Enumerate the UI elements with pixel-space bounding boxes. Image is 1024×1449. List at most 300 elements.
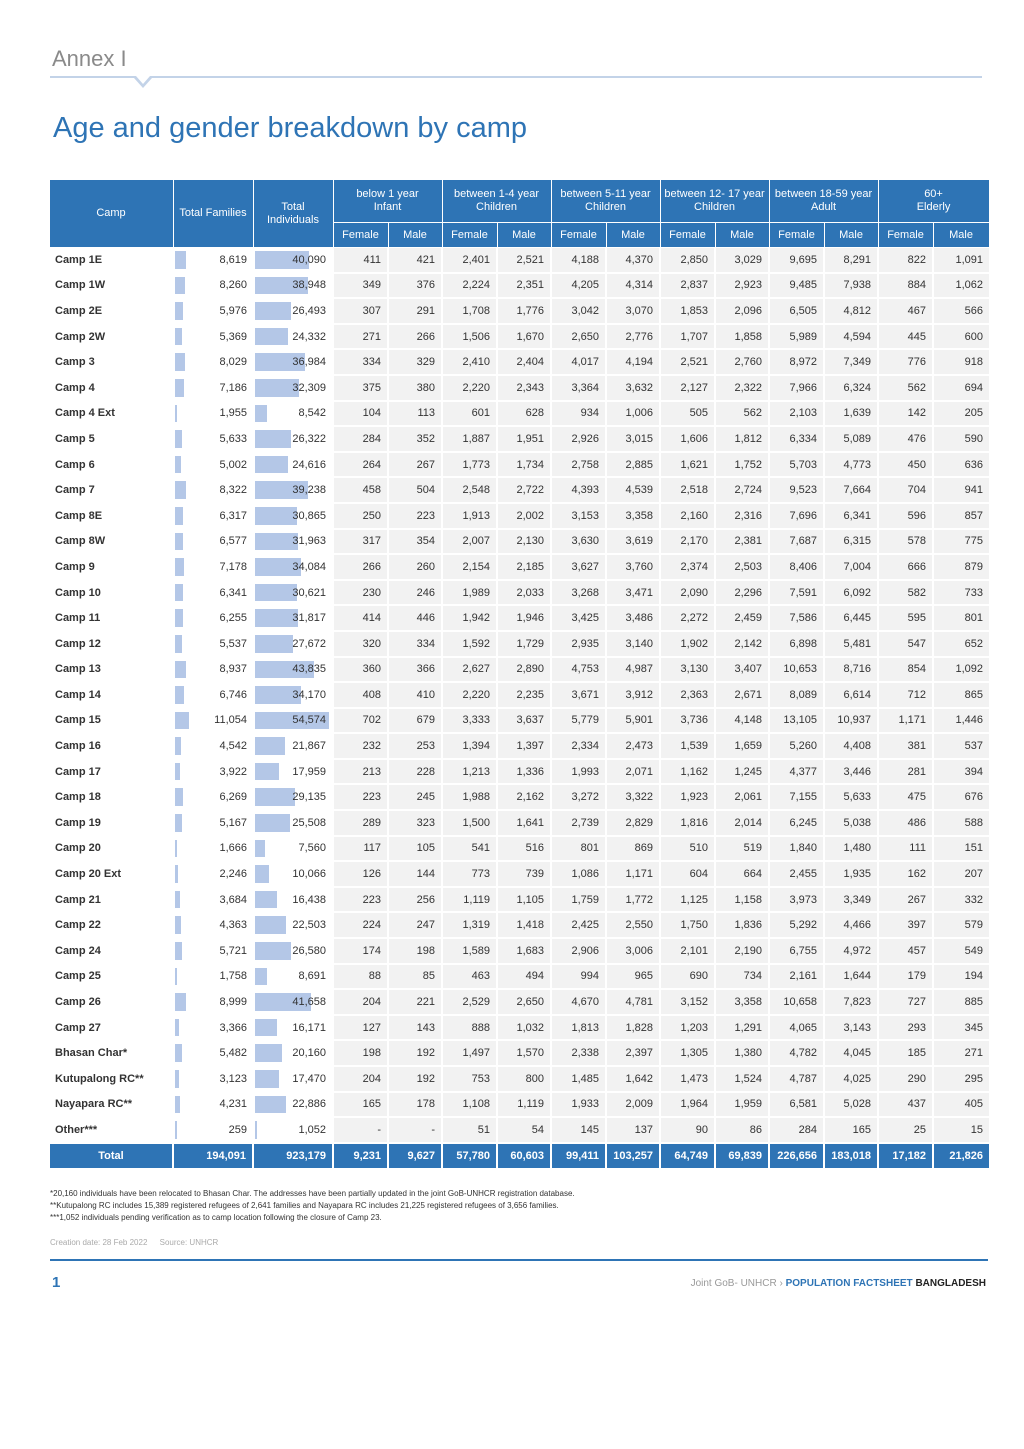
header-female: Female — [660, 223, 715, 248]
header-group-label: Children — [694, 201, 735, 213]
table-row — [49, 1040, 989, 1066]
male-count: 366 — [388, 657, 442, 683]
male-count: 2,351 — [497, 273, 551, 299]
total-individuals-bar — [255, 635, 293, 653]
total-individuals-bar — [255, 891, 277, 909]
total-individuals-value: 54,574 — [292, 714, 326, 727]
male-count: 2,404 — [497, 349, 551, 375]
table-row — [49, 887, 989, 913]
total-families-value: 1,955 — [219, 407, 247, 420]
total-families-value: 259 — [228, 1123, 247, 1136]
female-count: 349 — [333, 273, 388, 299]
total-families-value: 3,366 — [219, 1021, 247, 1034]
camp-name: Camp 4 — [49, 375, 173, 401]
total-families-bar — [175, 481, 186, 499]
total-individuals-bar — [255, 1044, 282, 1062]
camp-name: Nayapara RC** — [49, 1092, 173, 1118]
footnotes — [50, 1188, 575, 1224]
female-count: 753 — [442, 1066, 497, 1092]
footer-country: BANGLADESH — [915, 1278, 986, 1289]
male-count: 228 — [388, 759, 442, 785]
total-individuals-value: 39,238 — [292, 484, 326, 497]
male-count: 1,105 — [497, 887, 551, 913]
total-individuals-value: 30,621 — [292, 586, 326, 599]
total-individuals-cell — [253, 401, 333, 427]
male-count: 205 — [933, 401, 989, 427]
total-individuals-bar — [255, 814, 290, 832]
total-individuals-cell — [253, 580, 333, 606]
total-individuals-cell — [253, 964, 333, 990]
male-count: 7,349 — [824, 349, 878, 375]
total-families-cell — [173, 964, 253, 990]
total-families-bar — [175, 635, 182, 653]
total-individuals-cell — [253, 477, 333, 503]
female-count: 2,160 — [660, 503, 715, 529]
total-families-bar — [175, 302, 183, 320]
total-families-bar — [175, 891, 180, 909]
total-families-value: 7,178 — [219, 560, 247, 573]
total-families-cell — [173, 657, 253, 683]
header-group — [769, 180, 878, 223]
male-count: 2,185 — [497, 554, 551, 580]
male-count: 2,829 — [606, 810, 660, 836]
total-families-bar — [175, 1096, 180, 1114]
female-count: 2,906 — [551, 938, 606, 964]
male-count: 3,006 — [606, 938, 660, 964]
camp-name: Camp 27 — [49, 1015, 173, 1041]
female-count: 1,606 — [660, 426, 715, 452]
male-count: 2,760 — [715, 349, 769, 375]
female-count: 266 — [333, 554, 388, 580]
female-count: 10,658 — [769, 989, 824, 1015]
camp-name: Camp 26 — [49, 989, 173, 1015]
male-count: 151 — [933, 836, 989, 862]
female-count: 2,425 — [551, 912, 606, 938]
total-families-value: 6,746 — [219, 688, 247, 701]
female-count: 307 — [333, 298, 388, 324]
male-count: 965 — [606, 964, 660, 990]
female-count: 397 — [878, 912, 933, 938]
total-individuals-value: 38,948 — [292, 279, 326, 292]
male-count: 2,503 — [715, 554, 769, 580]
total-families-bar — [175, 430, 182, 448]
male-count: 562 — [715, 401, 769, 427]
male-count: 2,459 — [715, 605, 769, 631]
female-count: 290 — [878, 1066, 933, 1092]
male-count: 2,162 — [497, 784, 551, 810]
header-group — [660, 180, 769, 223]
footnote: ***1,052 individuals pending verification as to camp location following the closure of Camp 23. — [50, 1213, 382, 1222]
total-individuals-value: 34,084 — [292, 560, 326, 573]
female-count: 1,485 — [551, 1066, 606, 1092]
total-individuals-cell — [253, 324, 333, 350]
total-female: 17,182 — [878, 1143, 933, 1169]
total-families-cell — [173, 298, 253, 324]
footnote: *20,160 individuals have been relocated to Bhasan Char. The addresses have been partially updated in the joint GoB-UNHCR registration database. — [50, 1189, 575, 1198]
total-families-cell — [173, 248, 253, 273]
total-individuals-value: 1,052 — [298, 1123, 326, 1136]
male-count: 1,245 — [715, 759, 769, 785]
header-group-range: between 12- 17 year — [664, 188, 765, 200]
male-count: 3,015 — [606, 426, 660, 452]
total-families-bar — [175, 251, 186, 269]
female-count: 174 — [333, 938, 388, 964]
female-count: 2,272 — [660, 605, 715, 631]
source: Source: UNHCR — [159, 1238, 219, 1247]
female-count: 8,406 — [769, 554, 824, 580]
female-count: 126 — [333, 861, 388, 887]
female-count: 1,592 — [442, 631, 497, 657]
total-families-cell — [173, 324, 253, 350]
camp-name: Camp 1W — [49, 273, 173, 299]
header-male: Male — [933, 223, 989, 248]
female-count: 1,319 — [442, 912, 497, 938]
footnote: **Kutupalong RC includes 15,389 registered refugees of 2,641 families and Nayapara RC includes 21,225 registered refugees of 3,656 families. — [50, 1201, 559, 1210]
male-count: 600 — [933, 324, 989, 350]
camp-name: Camp 13 — [49, 657, 173, 683]
male-count: 3,637 — [497, 708, 551, 734]
female-count: 994 — [551, 964, 606, 990]
female-count: 381 — [878, 733, 933, 759]
footer-org: Joint GoB- UNHCR — [690, 1278, 777, 1289]
female-count: 7,591 — [769, 580, 824, 606]
table-row — [49, 1092, 989, 1118]
total-families-bar — [175, 968, 177, 986]
total-families-cell — [173, 733, 253, 759]
total-individuals-value: 16,171 — [292, 1021, 326, 1034]
total-families-cell — [173, 375, 253, 401]
male-count: 2,296 — [715, 580, 769, 606]
total-individuals-value: 25,508 — [292, 816, 326, 829]
total-families-cell — [173, 810, 253, 836]
male-count: 1,935 — [824, 861, 878, 887]
female-count: 2,220 — [442, 682, 497, 708]
total-families-bar — [175, 942, 182, 960]
male-count: 1,776 — [497, 298, 551, 324]
female-count: 317 — [333, 529, 388, 555]
total-families-bar — [175, 558, 184, 576]
male-count: 2,009 — [606, 1092, 660, 1118]
male-count: 1,812 — [715, 426, 769, 452]
male-count: 4,194 — [606, 349, 660, 375]
female-count: 445 — [878, 324, 933, 350]
male-count: 10,937 — [824, 708, 878, 734]
total-individuals-cell — [253, 887, 333, 913]
total-male: 183,018 — [824, 1143, 878, 1169]
camp-name: Camp 24 — [49, 938, 173, 964]
male-count: 588 — [933, 810, 989, 836]
female-count: 510 — [660, 836, 715, 862]
total-families-bar — [175, 993, 186, 1011]
female-count: 595 — [878, 605, 933, 631]
male-count: 734 — [715, 964, 769, 990]
total-individuals-bar — [255, 1070, 279, 1088]
female-count: 2,935 — [551, 631, 606, 657]
male-count: 5,028 — [824, 1092, 878, 1118]
total-individuals-cell — [253, 452, 333, 478]
total-families-value: 8,029 — [219, 356, 247, 369]
female-count: 7,966 — [769, 375, 824, 401]
male-count: 410 — [388, 682, 442, 708]
total-families-value: 6,269 — [219, 791, 247, 804]
female-count: 547 — [878, 631, 933, 657]
total-families-value: 8,619 — [219, 253, 247, 266]
total-individuals-cell — [253, 298, 333, 324]
female-count: 1,162 — [660, 759, 715, 785]
total-families-bar — [175, 379, 184, 397]
male-count: 1,772 — [606, 887, 660, 913]
total-families-bar — [175, 865, 178, 883]
table-row — [49, 631, 989, 657]
female-count: 2,518 — [660, 477, 715, 503]
total-families-cell — [173, 682, 253, 708]
male-count: 676 — [933, 784, 989, 810]
female-count: 6,245 — [769, 810, 824, 836]
camp-name: Camp 12 — [49, 631, 173, 657]
total-label: Total — [49, 1143, 173, 1169]
total-families-bar — [175, 353, 185, 371]
total-individuals-value: 17,959 — [292, 765, 326, 778]
total-female: 226,656 — [769, 1143, 824, 1169]
male-count: 4,314 — [606, 273, 660, 299]
male-count: 3,140 — [606, 631, 660, 657]
table-row — [49, 273, 989, 299]
male-count: 2,002 — [497, 503, 551, 529]
male-count: 4,594 — [824, 324, 878, 350]
female-count: 289 — [333, 810, 388, 836]
total-families-value: 8,260 — [219, 279, 247, 292]
page-number: 1 — [52, 1274, 61, 1291]
total-families-cell — [173, 989, 253, 1015]
total-male: 21,826 — [933, 1143, 989, 1169]
total-families-bar — [175, 584, 183, 602]
male-count: 1,836 — [715, 912, 769, 938]
total-families-cell — [173, 631, 253, 657]
total-individuals-value: 22,886 — [292, 1098, 326, 1111]
total-families-cell — [173, 1040, 253, 1066]
total-families-bar — [175, 686, 184, 704]
male-count: 2,142 — [715, 631, 769, 657]
male-count: 1,828 — [606, 1015, 660, 1041]
total-individuals-bar — [255, 405, 267, 423]
male-count: 1,642 — [606, 1066, 660, 1092]
male-count: 4,045 — [824, 1040, 878, 1066]
total-individuals-cell — [253, 1066, 333, 1092]
male-count: 3,486 — [606, 605, 660, 631]
female-count: 822 — [878, 248, 933, 273]
total-individuals-bar — [255, 737, 285, 755]
male-count: 1,171 — [606, 861, 660, 887]
female-count: 2,007 — [442, 529, 497, 555]
male-count: 6,324 — [824, 375, 878, 401]
total-individuals-bar — [255, 865, 269, 883]
total-individuals-value: 31,817 — [292, 612, 326, 625]
camp-name: Camp 17 — [49, 759, 173, 785]
header-male: Male — [715, 223, 769, 248]
female-count: 1,993 — [551, 759, 606, 785]
female-count: 467 — [878, 298, 933, 324]
male-count: 1,119 — [497, 1092, 551, 1118]
male-count: 679 — [388, 708, 442, 734]
camp-name: Camp 11 — [49, 605, 173, 631]
total-families-cell — [173, 529, 253, 555]
female-count: 2,090 — [660, 580, 715, 606]
total-individuals-cell — [253, 708, 333, 734]
female-count: 6,334 — [769, 426, 824, 452]
male-count: 4,773 — [824, 452, 878, 478]
header-total-families: Total Families — [173, 180, 253, 248]
female-count: 582 — [878, 580, 933, 606]
total-individuals-value: 16,438 — [292, 893, 326, 906]
female-count: 13,105 — [769, 708, 824, 734]
female-count: 1,887 — [442, 426, 497, 452]
total-individuals-bar — [255, 788, 295, 806]
camp-name: Camp 5 — [49, 426, 173, 452]
female-count: 213 — [333, 759, 388, 785]
female-count: 1,923 — [660, 784, 715, 810]
female-count: 458 — [333, 477, 388, 503]
total-male: 9,627 — [388, 1143, 442, 1169]
total-individuals-cell — [253, 1092, 333, 1118]
female-count: 360 — [333, 657, 388, 683]
male-count: 4,370 — [606, 248, 660, 273]
male-count: 405 — [933, 1092, 989, 1118]
male-count: 3,029 — [715, 248, 769, 273]
female-count: 2,374 — [660, 554, 715, 580]
male-count: 739 — [497, 861, 551, 887]
total-individuals-value: 26,493 — [292, 304, 326, 317]
female-count: 4,377 — [769, 759, 824, 785]
table-row — [49, 682, 989, 708]
total-individuals-value: 30,865 — [292, 509, 326, 522]
male-count: 6,092 — [824, 580, 878, 606]
female-count: 6,505 — [769, 298, 824, 324]
female-count: 4,393 — [551, 477, 606, 503]
total-individuals-value: 43,835 — [292, 663, 326, 676]
total-individuals-value: 24,616 — [292, 458, 326, 471]
total-individuals-cell — [253, 733, 333, 759]
male-count: 636 — [933, 452, 989, 478]
total-individuals-cell — [253, 938, 333, 964]
total-individuals-bar — [255, 942, 291, 960]
female-count: 7,696 — [769, 503, 824, 529]
header-female: Female — [442, 223, 497, 248]
male-count: 2,473 — [606, 733, 660, 759]
camp-name: Camp 9 — [49, 554, 173, 580]
male-count: 3,471 — [606, 580, 660, 606]
female-count: 2,154 — [442, 554, 497, 580]
male-count: 1,641 — [497, 810, 551, 836]
female-count: 3,671 — [551, 682, 606, 708]
header-group-label: Adult — [810, 201, 837, 213]
male-count: 1,644 — [824, 964, 878, 990]
table-row — [49, 938, 989, 964]
male-count: 2,130 — [497, 529, 551, 555]
female-count: 162 — [878, 861, 933, 887]
male-count: 247 — [388, 912, 442, 938]
table-row — [49, 784, 989, 810]
total-families-bar — [175, 788, 183, 806]
male-count: 7,938 — [824, 273, 878, 299]
female-count: 1,589 — [442, 938, 497, 964]
table-row — [49, 1066, 989, 1092]
male-count: 537 — [933, 733, 989, 759]
total-individuals-bar — [255, 1019, 277, 1037]
female-count: 3,268 — [551, 580, 606, 606]
table-row — [49, 529, 989, 555]
female-count: 9,523 — [769, 477, 824, 503]
female-count: 601 — [442, 401, 497, 427]
female-count: 1,708 — [442, 298, 497, 324]
female-count: 2,224 — [442, 273, 497, 299]
female-count: 776 — [878, 349, 933, 375]
total-families-cell — [173, 1117, 253, 1143]
male-count: 7,004 — [824, 554, 878, 580]
total-individuals-cell — [253, 554, 333, 580]
total-individuals-cell — [253, 503, 333, 529]
female-count: 1,108 — [442, 1092, 497, 1118]
total-families-value: 6,577 — [219, 535, 247, 548]
camp-name: Camp 19 — [49, 810, 173, 836]
female-count: 3,425 — [551, 605, 606, 631]
total-families-cell — [173, 503, 253, 529]
total-families-cell — [173, 836, 253, 862]
header-group-label: Infant — [373, 201, 402, 213]
female-count: 4,782 — [769, 1040, 824, 1066]
male-count: 800 — [497, 1066, 551, 1092]
female-count: 223 — [333, 784, 388, 810]
female-count: 6,898 — [769, 631, 824, 657]
female-count: 1,506 — [442, 324, 497, 350]
female-count: 1,500 — [442, 810, 497, 836]
female-count: 3,152 — [660, 989, 715, 1015]
table-row — [49, 248, 989, 273]
total-families-cell — [173, 452, 253, 478]
male-count: 1,092 — [933, 657, 989, 683]
total-individuals-value: 29,135 — [292, 791, 326, 804]
male-count: 15 — [933, 1117, 989, 1143]
female-count: 505 — [660, 401, 715, 427]
table-row — [49, 349, 989, 375]
male-count: 165 — [824, 1117, 878, 1143]
female-count: 250 — [333, 503, 388, 529]
total-families-value: 6,255 — [219, 612, 247, 625]
female-count: 7,155 — [769, 784, 824, 810]
male-count: 246 — [388, 580, 442, 606]
table-row — [49, 605, 989, 631]
camp-name: Kutupalong RC** — [49, 1066, 173, 1092]
annex-label: Annex I — [52, 46, 127, 71]
female-count: 4,017 — [551, 349, 606, 375]
total-individuals-value: 17,470 — [292, 1072, 326, 1085]
total-families-cell — [173, 273, 253, 299]
total-individuals-value: 40,090 — [292, 253, 326, 266]
male-count: 266 — [388, 324, 442, 350]
male-count: 4,466 — [824, 912, 878, 938]
male-count: 271 — [933, 1040, 989, 1066]
table-row — [49, 503, 989, 529]
total-individuals-cell — [253, 426, 333, 452]
male-count: 3,143 — [824, 1015, 878, 1041]
female-count: 4,670 — [551, 989, 606, 1015]
female-count: 111 — [878, 836, 933, 862]
female-count: 1,305 — [660, 1040, 715, 1066]
total-individuals-value: 26,580 — [292, 944, 326, 957]
total-families-cell — [173, 784, 253, 810]
female-count: 1,942 — [442, 605, 497, 631]
total-families-cell — [173, 580, 253, 606]
male-count: 6,315 — [824, 529, 878, 555]
